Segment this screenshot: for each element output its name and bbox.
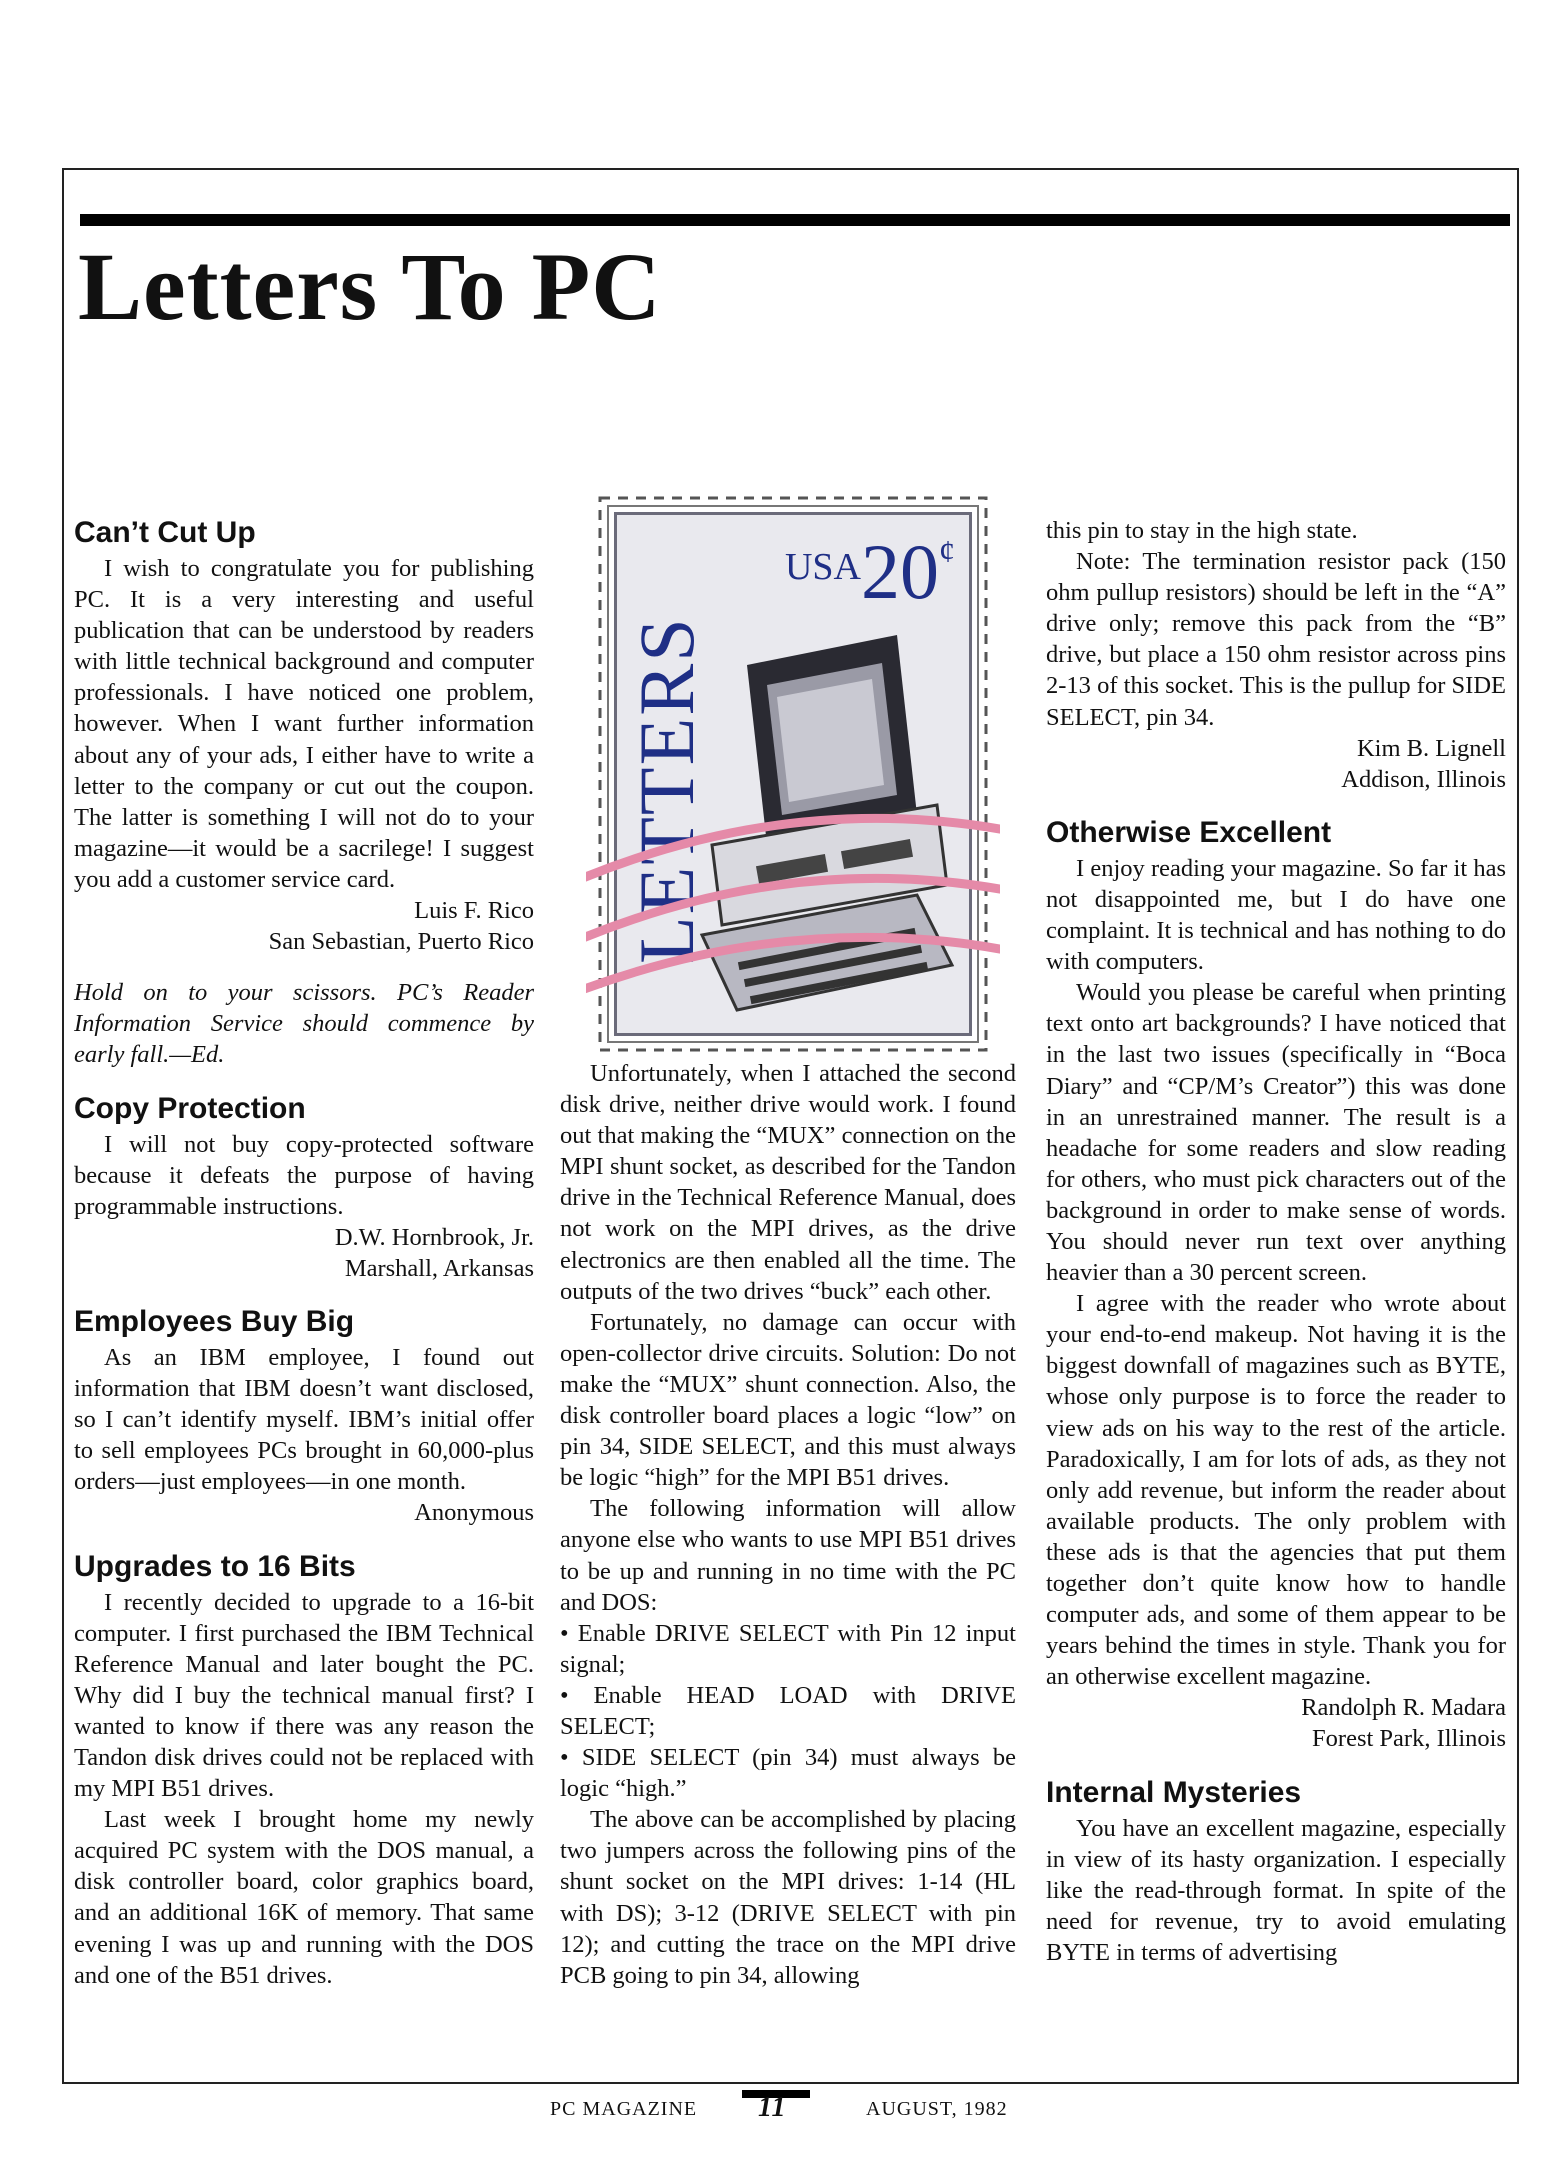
letter-body: Unfortunately, when I attached the second disk drive, neither drive would work. I found out that making the “MUX” connection on the MPI shunt socket, as described for the Tandon drive in the Technical Reference Manual, does not work on the MPI drives, as the drive electronics are then enabled all the time. The outputs of the two drives “buck” each other.	[560, 1060, 1016, 1305]
signature-place: Forest Park, Illinois	[1312, 1725, 1506, 1753]
letter-signature	[74, 1497, 534, 1528]
footer-date: AUGUST, 1982	[866, 2098, 1008, 2120]
editor-note: Hold on to your scissors. PC’s Reader Information Service should commence by early fall.—Ed.	[74, 979, 534, 1069]
letter-body: The above can be accomplished by placing two jumpers across the following pins of the shunt socket on the MPI drives: 1-14 (HL with DS); 3-12 (DRIVE SELECT with pin 12); and cutting the trace on the MPI drive PCB going to pin 34, allowing	[560, 1806, 1016, 1989]
letter-body: Fortunately, no damage can occur with open-collector drive circuits. Solution: Do not make the “MUX” shunt connection. Also, the disk controller board places a logic “low” on pin 34, SIDE SELECT, and this must always be logic “high” for the MPI B51 drives.	[560, 1308, 1016, 1492]
signature-name: Luis F. Rico	[414, 897, 534, 925]
letter-body: Last week I brought home my newly acquired PC system with the DOS manual, a disk controller board, color graphics board, and an additional 16K of memory. That same evening I was up and running with the DOS and one of the B51 drives.	[74, 1806, 534, 1989]
letter-title-employees-buy-big: Employees Buy Big	[74, 1304, 355, 1338]
letter-title-upgrades: Upgrades to 16 Bits	[74, 1549, 356, 1583]
letter-body: Would you please be careful when printing text onto art backgrounds? I have noticed that in the last two issues (specifically in “Boca Diary” and “CP/M’s Creator”) this was done in an unrestrained manner. The result is a headache for some readers and slow reading for others, who must pick characters out of the background in order to make sense of words. You should never run text over anything heavier than a 30 percent screen.	[1046, 979, 1506, 1287]
stamp-word: LETTERS	[623, 616, 710, 964]
letter-body: Note: The termination resistor pack (150 ohm pullup resistors) should be left in the “A” drive only; remove this pack from the “B” drive, but place a 150 ohm resistor across pins 2-13 of this socket. This is the pullup for SIDE SELECT, pin 34.	[1046, 548, 1506, 731]
stamp-country: USA	[784, 546, 861, 588]
column-1	[74, 515, 534, 1991]
letter-signature	[1046, 1692, 1506, 1754]
letter-body: I will not buy copy-protected software because it defeats the purpose of having programmable instructions.	[74, 1130, 534, 1220]
signature-name: Anonymous	[414, 1499, 534, 1527]
letter-body: this pin to stay in the high state.	[1046, 517, 1358, 544]
letter-body: I enjoy reading your magazine. So far it has not disappointed me, but I do have one complaint. It is technical and has nothing to do with computers.	[1046, 854, 1506, 976]
letter-body: The following information will allow anyone else who wants to use MPI B51 drives to be up and running in no time with the PC and DOS:	[560, 1495, 1016, 1616]
signature-name: D.W. Hornbrook, Jr.	[334, 1223, 534, 1251]
letter-signature	[74, 1222, 534, 1284]
signature-name: Kim B. Lignell	[1356, 734, 1506, 762]
footer-magazine: PC MAGAZINE	[550, 2098, 698, 2120]
letter-body: You have an excellent magazine, especially in view of its hasty organization. I especially like the read-through format. In spite of the need for revenue, try to avoid emulating BYTE in terms of advertising	[1046, 1814, 1506, 1966]
letters-stamp-illustration	[586, 484, 1000, 1064]
letter-body: I recently decided to upgrade to a 16-bit computer. I first purchased the IBM Technical Reference Manual and later bought the PC. Why did I buy the technical manual first? I wanted to know if there was any reason the Tandon disk drives could not be replaced with my MPI B51 drives.	[74, 1588, 534, 1803]
page-title: Letters To PC	[78, 233, 662, 340]
headline-rule	[80, 214, 1510, 226]
letter-title-cant-cut-up: Can’t Cut Up	[74, 516, 256, 549]
signature-place: Addison, Illinois	[1341, 765, 1506, 793]
letter-body: I agree with the reader who wrote about your end-to-end makeup. Not having it is the biggest downfall of magazines such as BYTE, whose only purpose is to force the reader to view ads on his way to the rest of the article. Paradoxically, I am for lots of ads, as they not only add revenue, but inform the reader about available products. The only problem with these ads is that the agencies that put them together don’t quite know how to handle computer ads, and some of them appear to be years behind the times in style. Thank you for an otherwise excellent magazine.	[1046, 1290, 1506, 1691]
column-2	[560, 1058, 1016, 1991]
letter-signature	[74, 895, 534, 957]
list-item: • Enable HEAD LOAD with DRIVE SELECT;	[560, 1681, 1016, 1740]
page-number: 11	[758, 2092, 787, 2123]
signature-place: San Sebastian, Puerto Rico	[268, 928, 534, 956]
column-3	[1046, 515, 1506, 1968]
signature-name: Randolph R. Madara	[1301, 1694, 1506, 1722]
letter-title-otherwise-excellent: Otherwise Excellent	[1046, 815, 1332, 849]
postmark-cancellation-lines	[586, 484, 1000, 1064]
letter-body: As an IBM employee, I found out information that IBM doesn’t want disclosed, so I can’t identify myself. IBM’s initial offer to sell employees PCs brought in 60,000-plus orders—just employees—in one month.	[74, 1343, 534, 1496]
signature-place: Marshall, Arkansas	[344, 1254, 534, 1282]
letter-signature	[1046, 733, 1506, 795]
list-item: • SIDE SELECT (pin 34) must always be logic “high.”	[560, 1744, 1016, 1803]
stamp-cent: ¢	[939, 533, 955, 569]
list-item: • Enable DRIVE SELECT with Pin 12 input signal;	[560, 1619, 1016, 1678]
letter-title-internal-mysteries: Internal Mysteries	[1046, 1775, 1302, 1809]
stamp-value: 20	[861, 528, 939, 615]
letter-title-copy-protection: Copy Protection	[74, 1091, 306, 1125]
letter-body: I wish to congratulate you for publishing PC. It is a very interesting and useful publication that can be understood by readers with little technical background and computer professionals. I have noticed one problem, however. When I want further information about any of your ads, I either have to write a letter to the company or cut out the coupon. The latter is something I will not do to your magazine—it would be a sacrilege! I suggest you add a customer service card.	[74, 555, 534, 893]
